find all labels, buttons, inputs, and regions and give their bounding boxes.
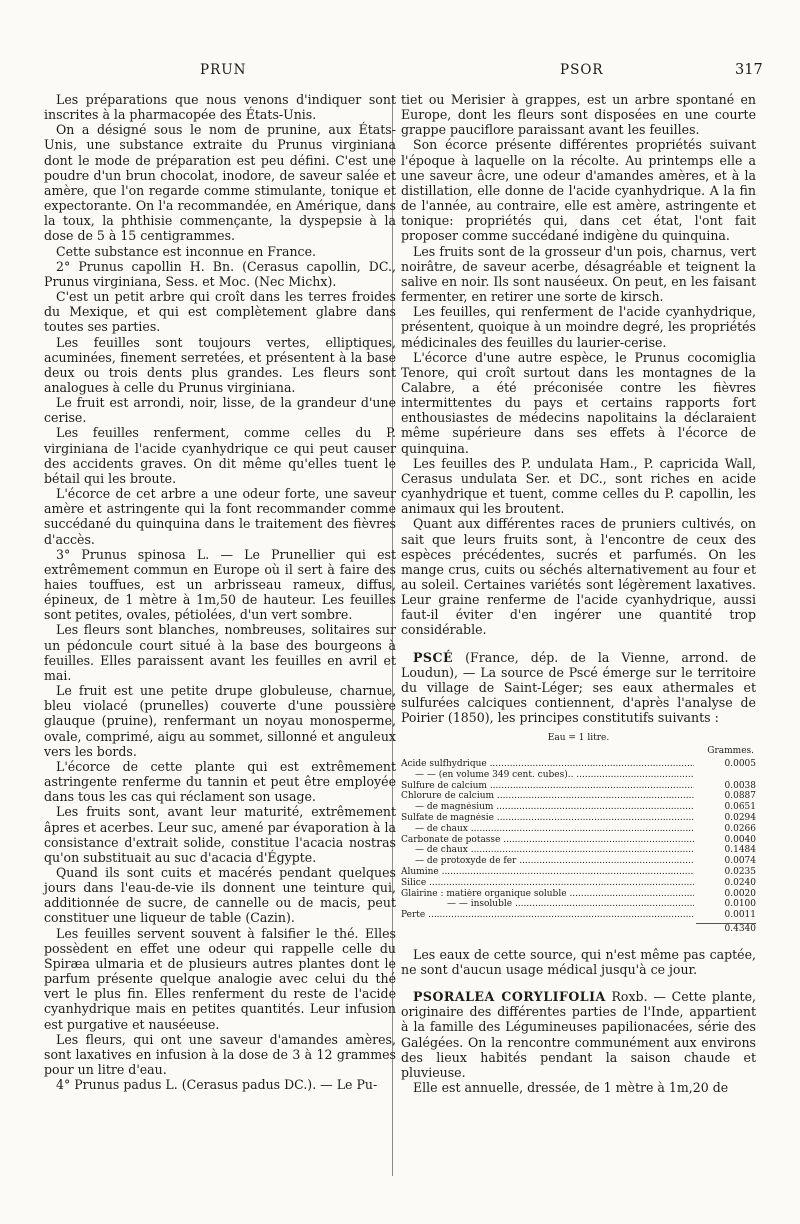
table-row: — de magnésium ..... 0.0651: [401, 802, 756, 813]
table-row: — — (en volume 349 cent. cubes).. .....: [401, 770, 756, 781]
paragraph: Les feuilles renferment, comme celles du P. virginiana de l'acide cyanhydrique ce qui peut causer des accidents graves. On dit même qu'elles tuent le bétail qui les broute.: [44, 425, 396, 486]
paragraph: Les eaux de cette source, qui n'est même pas captée, ne sont d'aucun usage médical jusqu'à ce jour.: [401, 946, 756, 977]
entry-title: PSORALEA CORYLIFOLIA: [413, 989, 606, 1005]
paragraph: Les préparations que nous venons d'indiquer sont inscrites à la pharmacopée des États-Unis.: [44, 92, 396, 123]
entry-title: PSCÉ: [413, 649, 454, 665]
entry-psce: [401, 650, 756, 726]
entry-text: (France, dép. de la Vienne, arrond. de Loudun), — La source de Pscé émerge sur le territoire du village de Saint-Léger; ses eaux athermales et sulfurées calciques contiennent, d'après l'analyse de Poirier (1850), les principes constitutifs suivants :: [401, 649, 756, 726]
paragraph: Son écorce présente différentes propriétés suivant l'époque à laquelle on la récolte. Au printemps elle a une saveur âcre, une odeur d'amandes amères, et à la distillation, elle donne de l'acide cyanhydrique. A la fin de l'année, au contraire, elle est amère, astringente et tonique: propriétés qui, dans cet état, l'ont fait proposer comme succédané indigène du quinquina.: [401, 137, 756, 244]
paragraph: tiet ou Merisier à grappes, est un arbre spontané en Europe, dont les fleurs sont disposées en une courte grappe pauciflore paraissant avant les feuilles.: [401, 92, 756, 138]
page-number: 317: [735, 62, 763, 78]
paragraph: 3° Prunus spinosa L. — Le Prunellier qui est extrêmement commun en Europe où il sert à faire des haies touffues, est un arbrisseau rameux, diffus, épineux, de 1 mètre à 1m,50 de hauteur. Les feuilles sont petites, ovales, pétiolées, d'un vert sombre.: [44, 546, 396, 623]
paragraph: Les feuilles servent souvent à falsifier le thé. Elles possèdent en effet une odeur qui rappelle celle du Spiræa ulmaria et de plusieurs autres plantes dont le parfum présente quelque analogie avec celui du thé vert le plus fin. Elles renferment du reste de l'acide cyanhydrique mais en petites quantités. Leur infusion est purgative et nauséeuse.: [44, 925, 396, 1032]
paragraph: 4° Prunus padus L. (Cerasus padus DC.). — Le Pu-: [56, 1077, 378, 1093]
table-unit: Grammes.: [707, 746, 754, 757]
paragraph: Quant aux différentes races de pruniers cultivés, on sait que leurs fruits sont, à l'encontre de ceux des espèces précédentes, sucrés et parfumés. On les mange crus, cuits ou séchés alternativement au four et au soleil. Certaines variétés sont légèrement laxatives. Leur graine renferme de l'acide cyanhydrique, aussi faut-il éviter d'en ingérer une quantité trop considérable.: [401, 516, 756, 638]
paragraph: Quand ils sont cuits et macérés pendant quelques jours dans l'eau-de-vie ils donnent une teinture qui, additionnée de sucre, de cannelle ou de macis, peut constituer une liqueur de table (Cazin).: [44, 864, 396, 926]
table-row: — de chaux ..... 0.1484: [401, 845, 756, 856]
running-header-center: PSOR: [560, 62, 604, 78]
table-row: Carbonate de potasse ..... 0.0040: [401, 835, 756, 846]
paragraph: 2° Prunus capollin H. Bn. (Cerasus capollin, DC., Prunus virginiana, Sess. et Moc. (Nec Michx).: [44, 258, 396, 289]
table-row: Chlorure de calcium ..... 0.0887: [401, 791, 756, 802]
paragraph: Les fleurs, qui ont une saveur d'amandes amères, sont laxatives en infusion à la dose de 3 à 12 grammes pour un litre d'eau.: [44, 1031, 396, 1077]
table-row: Alumine ..... 0.0235: [401, 867, 756, 878]
table-row: Perte ..... 0.0011: [401, 910, 756, 921]
table-row: Sulfate de magnésie ..... 0.0294: [401, 813, 756, 824]
analysis-table: [401, 733, 756, 934]
right-column: [401, 92, 756, 1095]
table-row: — de chaux ..... 0.0266: [401, 824, 756, 835]
paragraph: Les feuilles, qui renferment de l'acide cyanhydrique, présentent, quoique à un moindre degré, les propriétés médicinales des feuilles du laurier-cerise.: [401, 304, 756, 350]
table-heading: Eau = 1 litre.: [547, 733, 610, 744]
running-header-left: PRUN: [200, 62, 247, 78]
left-column: [44, 92, 396, 1092]
table-row: Sulfure de calcium ..... 0.0038: [401, 781, 756, 792]
paragraph: L'écorce de cette plante qui est extrêmement astringente renferme du tannin et peut être employée dans tous les cas qui réclament son usage.: [44, 758, 396, 805]
paragraph: C'est un petit arbre qui croît dans les terres froides du Mexique, et qui est complètement glabre dans toutes ses parties.: [44, 289, 396, 335]
paragraph: Les feuilles sont toujours vertes, elliptiques, acuminées, finement serretées, et présentent à la base deux ou trois dents plus grandes. Les fleurs sont analogues à celle du Prunus virginiana.: [44, 334, 396, 395]
table-row: Silice ..... 0.0240: [401, 878, 756, 889]
table-total: 0.4340: [724, 923, 756, 934]
paragraph: Les fruits sont de la grosseur d'un pois, charnus, vert noirâtre, de saveur acerbe, désagréable et teignent la salive en noir. Ils sont nauséeux. On peut, en les faisant fermenter, en retirer une sorte de kirsch.: [401, 243, 756, 305]
paragraph: Le fruit est arrondi, noir, lisse, de la grandeur d'une cerise.: [44, 395, 396, 426]
table-row: Glairine : matière organique soluble ..... 0.0020: [401, 889, 756, 900]
paragraph: L'écorce d'une autre espèce, le Prunus cocomiglia Tenore, qui croît surtout dans les montagnes de la Calabre, a été préconisée contre les fièvres intermittentes du pays et certains rapports fort enthousiastes de médecins napolitains la déclaraient même supérieure dans ses effets à l'écorce de quinquina.: [401, 349, 756, 456]
entry-psoralea: [401, 989, 756, 1080]
table-row: — de protoxyde de fer ..... 0.0074: [401, 856, 756, 867]
paragraph: Les fruits sont, avant leur maturité, extrêmement âpres et acerbes. Leur suc, amené par évaporation à la consistance d'extrait solide, constitue l'acacia nostras qu'on substituait au suc d'acacia d'Égypte.: [44, 804, 396, 865]
paragraph: Cette substance est inconnue en France.: [56, 243, 316, 259]
table-row: Acide sulfhydrique ..... 0.0005: [401, 759, 756, 770]
paragraph: L'écorce de cet arbre a une odeur forte, une saveur amère et astringente qui la font recommander comme succédané du quinquina dans le traitement des fièvres d'accès.: [44, 486, 396, 547]
paragraph: Le fruit est une petite drupe globuleuse, charnue, bleu violacé (prunelles) couverte d'une poussière glauque (pruine), renfermant un noyau monosperme, ovale, comprimé, aigu au sommet, sillonné et anguleux vers les bords.: [44, 683, 396, 759]
paragraph: Les feuilles des P. undulata Ham., P. capricida Wall, Cerasus undulata Ser. et DC., sont riches en acide cyanhydrique et tuent, comme celles du P. capollin, les animaux qui les broutent.: [401, 455, 756, 517]
paragraph: On a désigné sous le nom de prunine, aux États-Unis, une substance extraite du Prunus virginiana dont le mode de préparation est peu défini. C'est une poudre d'un brun chocolat, inodore, de saveur salée et amère, que l'on regarde comme stimulante, tonique et expectorante. On l'a recommandée, en Amérique, dans la toux, la phthisie commençante, la dyspepsie à la dose de 5 à 15 centigrammes.: [44, 122, 396, 244]
entry-text: Roxb. — Cette plante, originaire des différentes parties de l'Inde, appartient à la famille des Légumineuses papilionacées, série des Galégées. On la rencontre communément aux environs des lieux habités pendant la saison chaude et pluvieuse.: [401, 989, 756, 1080]
table-row: — — insoluble ..... 0.0100: [401, 899, 756, 910]
paragraph: Elle est annuelle, dressée, de 1 mètre à 1m,20 de: [413, 1080, 729, 1095]
paragraph: Les fleurs sont blanches, nombreuses, solitaires sur un pédoncule court situé à la base des bourgeons à feuilles. Elles paraissent avant les feuilles en avril et mai.: [44, 622, 396, 683]
